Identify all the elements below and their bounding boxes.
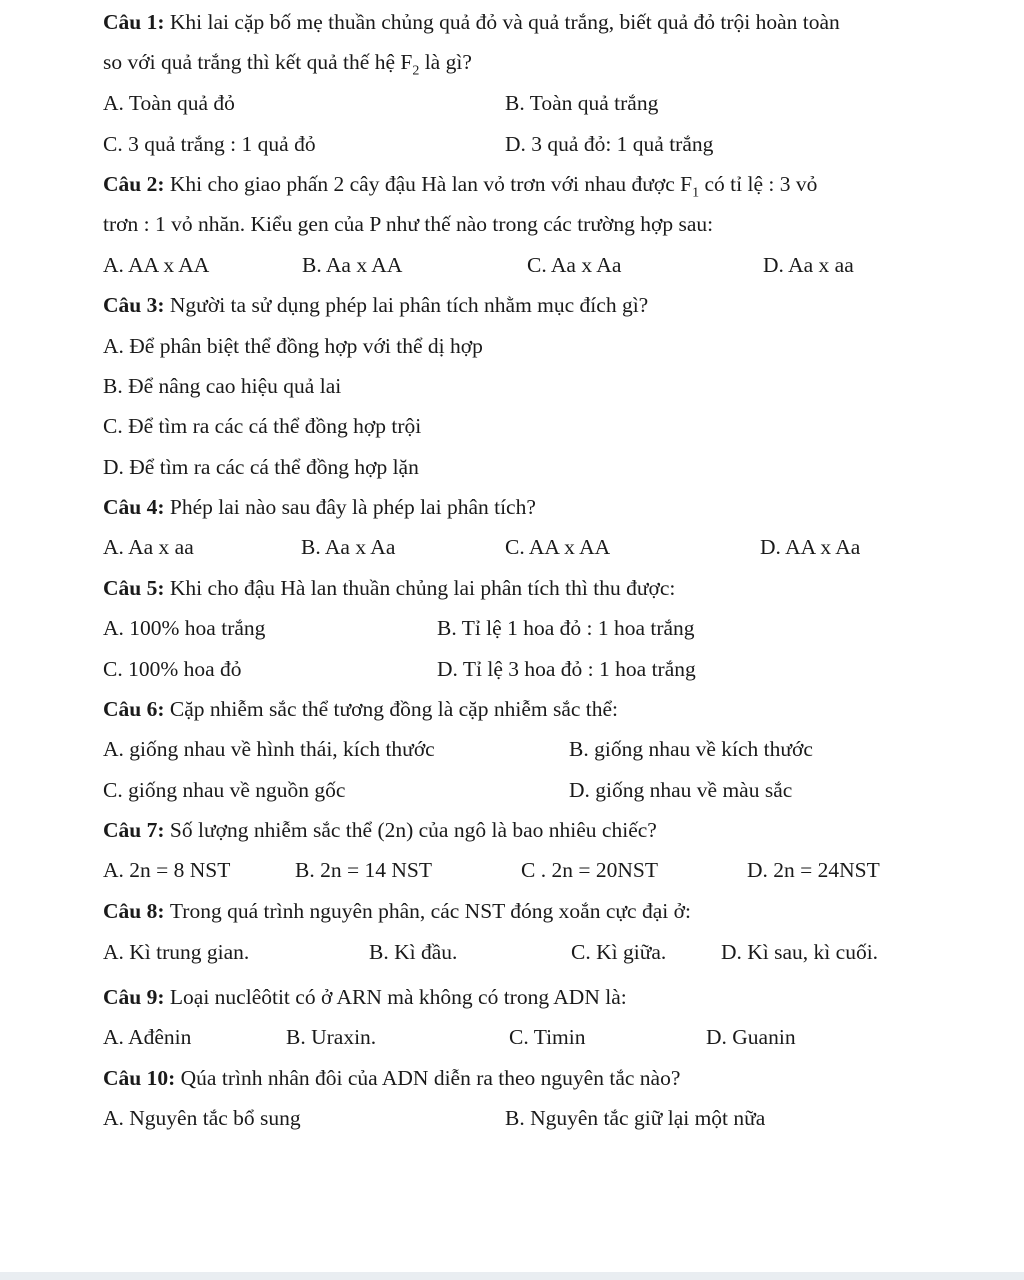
q9-option-c: C. Timin — [509, 1025, 586, 1049]
q9-option-d: D. Guanin — [706, 1025, 796, 1049]
q3-option-a: A. Để phân biệt thể đồng hợp với thể dị hợp — [103, 334, 483, 358]
q4-option-d: D. AA x Aa — [760, 535, 861, 559]
bottom-edge — [0, 1272, 1024, 1280]
question-text: Trong quá trình nguyên phân, các NST đóng xoắn cực đại ở: — [169, 899, 691, 923]
q2-option-b: B. Aa x AA — [302, 253, 403, 277]
question-5 — [103, 574, 675, 602]
question-label: Câu 5: — [103, 576, 165, 600]
question-label: Câu 4: — [103, 495, 165, 519]
q5-option-d: D. Tỉ lệ 3 hoa đỏ : 1 hoa trắng — [437, 657, 696, 681]
q4-option-c: C. AA x AA — [505, 535, 611, 559]
question-text: Khi cho giao phấn 2 cây đậu Hà lan vỏ trơn với nhau được F — [169, 172, 693, 196]
q3-option-c: C. Để tìm ra các cá thể đồng hợp trội — [103, 414, 422, 438]
question-text: Khi cho đậu Hà lan thuần chủng lai phân tích thì thu được: — [169, 576, 676, 600]
q5-option-a: A. 100% hoa trắng — [103, 616, 266, 640]
q8-option-a: A. Kì trung gian. — [103, 940, 250, 964]
q7-option-c: C . 2n = 20NST — [521, 858, 658, 882]
subscript: 2 — [412, 63, 420, 79]
q1-option-b: B. Toàn quả trắng — [505, 91, 659, 115]
question-label: Câu 7: — [103, 818, 165, 842]
question-text: Phép lai nào sau đây là phép lai phân tích? — [169, 495, 536, 519]
question-1-line-1 — [103, 8, 840, 36]
question-3 — [103, 291, 648, 319]
q3-option-d: D. Để tìm ra các cá thể đồng hợp lặn — [103, 455, 419, 479]
q2-option-c: C. Aa x Aa — [527, 253, 622, 277]
q1-option-a: A. Toàn quả đỏ — [103, 91, 235, 115]
q8-option-d: D. Kì sau, kì cuối. — [721, 940, 879, 964]
q6-option-c: C. giống nhau về nguồn gốc — [103, 778, 346, 802]
q1-option-c: C. 3 quả trắng : 1 quả đỏ — [103, 132, 316, 156]
question-1-line-2 — [103, 48, 472, 79]
q9-option-b: B. Uraxin. — [286, 1025, 377, 1049]
question-text: là gì? — [419, 50, 472, 74]
subscript: 1 — [692, 185, 700, 201]
q10-option-b: B. Nguyên tắc giữ lại một nữa — [505, 1106, 766, 1130]
question-text: Qúa trình nhân đôi của ADN diễn ra theo nguyên tắc nào? — [180, 1066, 681, 1090]
question-10 — [103, 1064, 680, 1092]
q10-option-a: A. Nguyên tắc bổ sung — [103, 1106, 301, 1130]
question-6 — [103, 695, 618, 723]
question-text: Số lượng nhiễm sắc thể (2n) của ngô là bao nhiêu chiếc? — [169, 818, 657, 842]
question-2-line-2: trơn : 1 vỏ nhăn. Kiểu gen của P như thế nào trong các trường hợp sau: — [103, 212, 714, 236]
question-label: Câu 8: — [103, 899, 165, 923]
question-text: Khi lai cặp bố mẹ thuần chủng quả đỏ và quả trắng, biết quả đỏ trội hoàn toàn — [169, 10, 840, 34]
question-label: Câu 6: — [103, 697, 165, 721]
question-label: Câu 10: — [103, 1066, 176, 1090]
q7-option-b: B. 2n = 14 NST — [295, 858, 432, 882]
question-text: Loại nuclêôtit có ở ARN mà không có trong ADN là: — [169, 985, 627, 1009]
q5-option-b: B. Tỉ lệ 1 hoa đỏ : 1 hoa trắng — [437, 616, 695, 640]
question-label: Câu 9: — [103, 985, 165, 1009]
q3-option-b: B. Để nâng cao hiệu quả lai — [103, 374, 342, 398]
q5-option-c: C. 100% hoa đỏ — [103, 657, 242, 681]
question-2-line-1 — [103, 170, 818, 201]
question-text: so với quả trắng thì kết quả thế hệ F — [103, 50, 413, 74]
q8-option-c: C. Kì giữa. — [571, 940, 667, 964]
q6-option-b: B. giống nhau về kích thước — [569, 737, 813, 761]
q7-option-d: D. 2n = 24NST — [747, 858, 880, 882]
q6-option-a: A. giống nhau về hình thái, kích thước — [103, 737, 435, 761]
question-label: Câu 1: — [103, 10, 165, 34]
question-text: Cặp nhiễm sắc thể tương đồng là cặp nhiễm sắc thể: — [169, 697, 619, 721]
q8-option-b: B. Kì đầu. — [369, 940, 458, 964]
question-9 — [103, 983, 627, 1011]
q9-option-a: A. Ađênin — [103, 1025, 192, 1049]
question-text: có tỉ lệ : 3 vỏ — [699, 172, 818, 196]
question-text: Người ta sử dụng phép lai phân tích nhằm mục đích gì? — [169, 293, 649, 317]
question-7 — [103, 816, 657, 844]
question-4 — [103, 493, 536, 521]
q7-option-a: A. 2n = 8 NST — [103, 858, 231, 882]
q1-option-d: D. 3 quả đỏ: 1 quả trắng — [505, 132, 714, 156]
q4-option-b: B. Aa x Aa — [301, 535, 396, 559]
q6-option-d: D. giống nhau về màu sắc — [569, 778, 793, 802]
q2-option-d: D. Aa x aa — [763, 253, 854, 277]
q2-option-a: A. AA x AA — [103, 253, 210, 277]
question-label: Câu 3: — [103, 293, 165, 317]
question-label: Câu 2: — [103, 172, 165, 196]
question-8 — [103, 897, 691, 925]
q4-option-a: A. Aa x aa — [103, 535, 194, 559]
